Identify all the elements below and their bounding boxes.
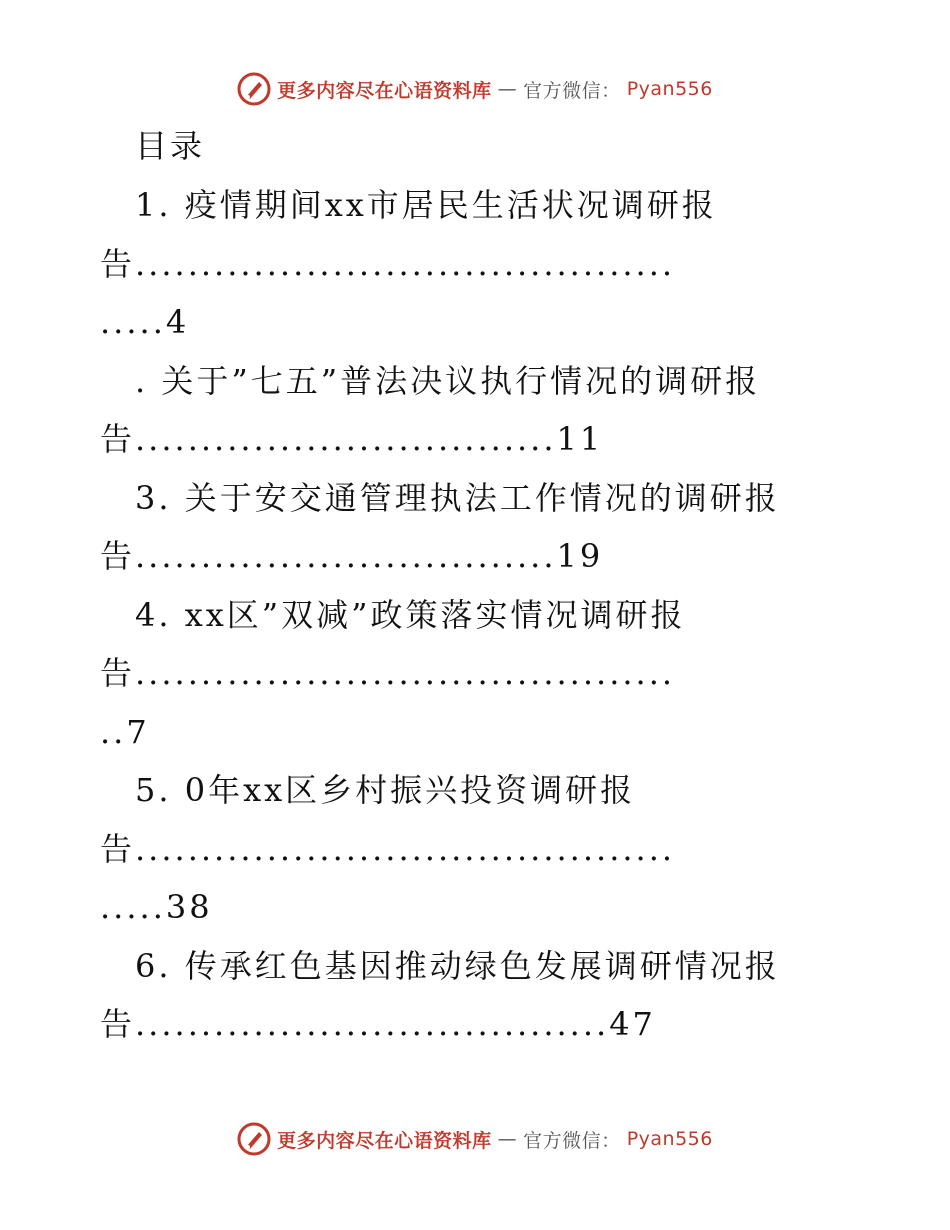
toc-entry-1-page: .....4 — [100, 303, 190, 341]
watermark-wechat-id: Pyan556 — [626, 1128, 713, 1150]
watermark-wechat-label: 官方微信： — [523, 79, 621, 102]
toc-entry-1-title: 1. 疫情期间xx市居民生活状况调研报 — [135, 186, 717, 224]
watermark-brand: 更多内容尽在心语资料库 — [277, 79, 492, 102]
toc-entry-4-page: ..7 — [100, 713, 150, 751]
toc-heading: 目录 — [135, 127, 206, 165]
watermark-separator: — — [497, 1128, 518, 1150]
toc-entry-5-page: .....38 — [100, 888, 213, 926]
toc-entry-2-leader: 告................................11 — [100, 420, 604, 458]
toc-entry-4-leader: 告......................................... — [100, 654, 676, 692]
toc-entry-3-leader: 告................................19 — [100, 537, 604, 575]
watermark-brand: 更多内容尽在心语资料库 — [277, 1129, 492, 1152]
toc-entry-6-title: 6. 传承红色基因推动绿色发展调研情况报 — [135, 947, 780, 985]
toc-entry-5-title: 5. 0年xx区乡村振兴投资调研报 — [135, 771, 636, 809]
pen-logo-icon — [237, 1122, 271, 1156]
watermark-footer — [0, 1122, 950, 1156]
toc-entry-5-leader: 告......................................... — [100, 830, 676, 868]
toc-entry-1-leader: 告......................................... — [100, 245, 676, 283]
watermark-separator: — — [497, 78, 518, 100]
toc-entry-2-title: . 关于”七五”普法决议执行情况的调研报 — [135, 362, 761, 400]
watermark-wechat-label: 官方微信： — [523, 1129, 621, 1152]
watermark-wechat-id: Pyan556 — [626, 78, 713, 100]
toc-entry-6-leader: 告....................................47 — [100, 1005, 656, 1043]
toc-entry-4-title: 4. xx区”双减”政策落实情况调研报 — [135, 596, 686, 634]
toc-entry-3-title: 3. 关于安交通管理执法工作情况的调研报 — [135, 479, 780, 517]
